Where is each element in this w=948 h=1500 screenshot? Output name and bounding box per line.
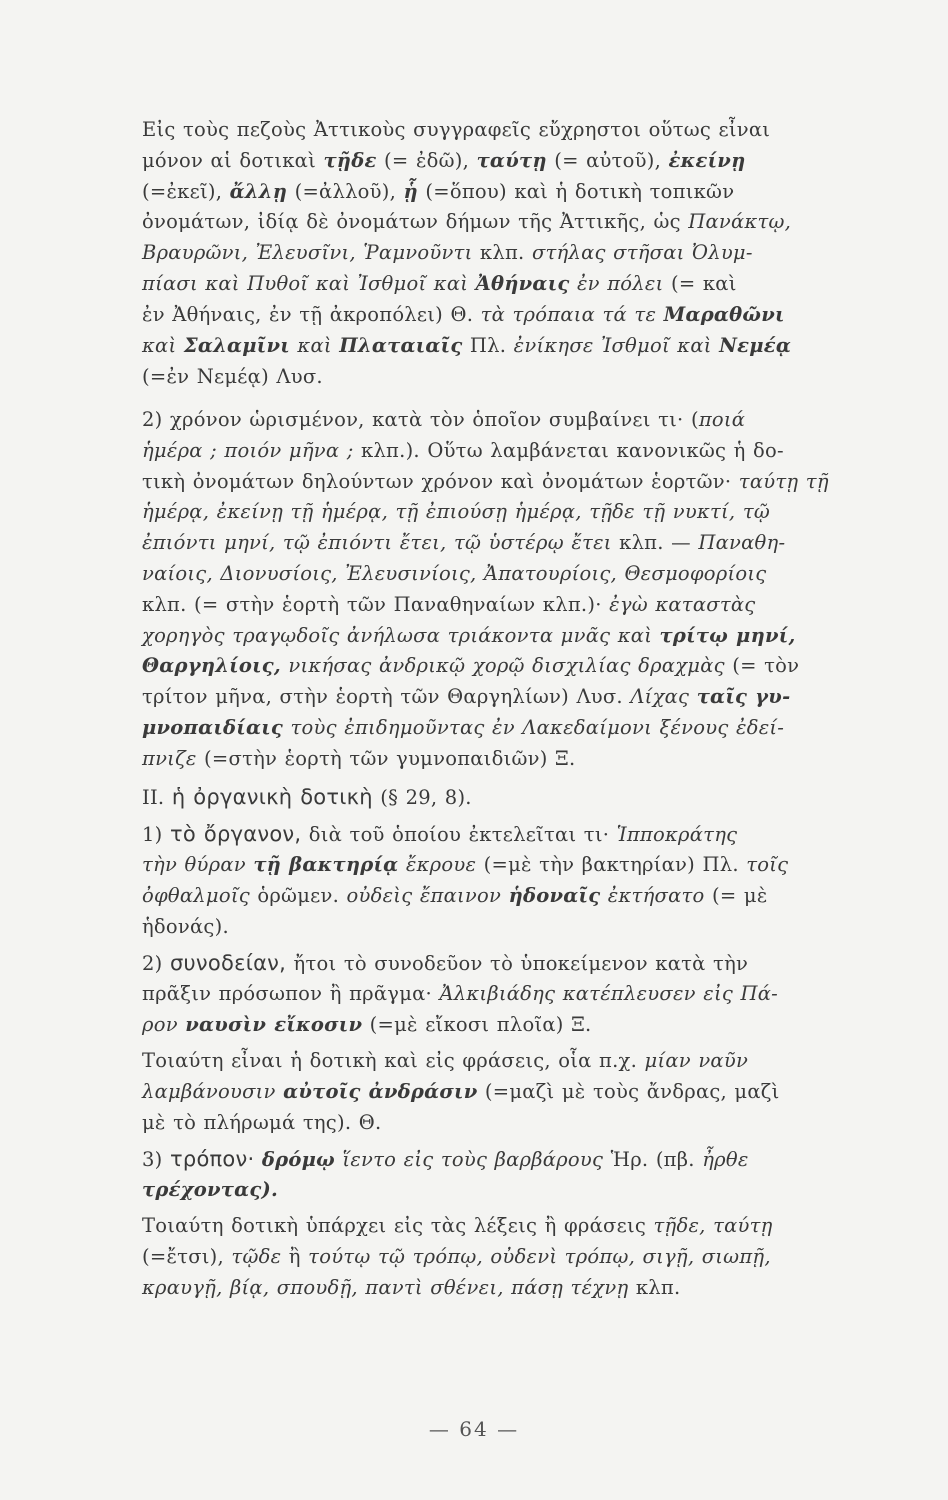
text-run: ἤτοι τὸ συνοδεῦον τὸ ὑποκείμενον κατὰ τὴν bbox=[286, 952, 749, 975]
text-line bbox=[142, 564, 766, 584]
text-run: μίαν ναῦν bbox=[644, 1049, 749, 1072]
text-run: τοὺς ἐπιδημοῦντας ἐν Λακεδαίμονι ξένους ἐδεί- bbox=[283, 716, 785, 739]
text-run: τοῖς bbox=[746, 853, 789, 876]
text-run: αὐτοῖς ἀνδράσιν bbox=[283, 1080, 478, 1103]
text-run: τούτῳ τῷ τρόπῳ, οὐδενὶ τρόπῳ, σιγῇ, σιωπῇ, bbox=[308, 1245, 771, 1268]
text-run: (= αὐτοῦ), bbox=[546, 148, 669, 172]
text-run: (=ἀλλοῦ), bbox=[287, 179, 404, 203]
text-run: (=ἐν Νεμέᾳ) Λυσ. bbox=[142, 364, 323, 388]
text-line bbox=[142, 212, 791, 232]
text-line bbox=[142, 179, 735, 203]
text-run: (=μὲ εἴκοσι πλοῖα) Ξ. bbox=[362, 1013, 592, 1036]
text-line bbox=[142, 1278, 680, 1298]
text-run: χορηγὸς τραγῳδοῖς ἀνήλωσα τριάκοντα μνᾶς καὶ bbox=[142, 623, 660, 647]
text-run: ᾗ bbox=[403, 179, 418, 203]
text-run: (=στὴν ἑορτὴ τῶν γυμνοπαιδιῶν) Ξ. bbox=[196, 746, 576, 770]
text-line bbox=[142, 1015, 591, 1035]
text-line bbox=[142, 333, 792, 357]
text-line bbox=[142, 917, 229, 937]
text-run: Βραυρῶνι, Ἐλευσῖνι, Ῥαμνοῦντι bbox=[142, 241, 473, 265]
text-line bbox=[142, 623, 796, 647]
text-run: τρίτῳ μηνί, bbox=[659, 623, 796, 647]
text-run: ναίοις, Διονυσίοις, Ἐλευσινίοις, Ἀπατουρίοις, Θεσμοφορίοις bbox=[142, 562, 767, 585]
text-run: κλπ. (= στὴν ἑορτὴ τῶν Παναθηναίων κλπ.)· bbox=[142, 592, 610, 616]
text-run: ἐκείνῃ bbox=[668, 148, 746, 172]
text-run: τικὴ ὀνομάτων δηλούντων χρόνον καὶ ὀνομάτων ἑορτῶν· bbox=[142, 469, 739, 493]
text-run: μνοπαιδίαις bbox=[142, 716, 284, 739]
text-run: μόνον αἱ δοτικαὶ bbox=[142, 148, 324, 172]
text-run: τῷδε bbox=[231, 1245, 282, 1268]
text-line bbox=[142, 410, 745, 430]
text-line bbox=[142, 243, 753, 263]
text-run: ἡμέρα ; ποιόν μῆνα ; bbox=[142, 438, 354, 462]
text-run: Πανάκτῳ, bbox=[688, 210, 792, 234]
text-run: συνοδείαν, bbox=[169, 951, 287, 975]
text-run: ἐν πόλει bbox=[569, 272, 664, 295]
text-run: ὀνομάτων, ἰδίᾳ δὲ ὀνομάτων δήμων τῆς Ἀττικῆς, ὡς bbox=[142, 210, 689, 234]
text-run: Τοιαύτη εἶναι ἡ δοτικὴ καὶ εἰς φράσεις, οἷα π.χ. bbox=[142, 1049, 645, 1072]
text-run: δρόμῳ bbox=[261, 1148, 335, 1171]
text-run: κραυγῇ, βίᾳ, σπουδῇ, παντὶ σθένει, πάσῃ τέχνῃ bbox=[142, 1276, 629, 1299]
text-line bbox=[142, 148, 746, 172]
text-run: κλπ.). Οὕτω λαμβάνεται κανονικῶς ἡ δο- bbox=[353, 438, 784, 462]
text-line bbox=[142, 1149, 749, 1170]
text-run: κλπ. bbox=[472, 241, 532, 265]
text-run: 3) bbox=[142, 1148, 170, 1171]
text-line bbox=[142, 274, 737, 294]
text-run: Ἀθήναις bbox=[475, 272, 570, 295]
text-line bbox=[142, 1247, 771, 1267]
text-run: νικήσας ἀνδρικῷ χορῷ δισχιλίας δραχμὰς bbox=[280, 654, 725, 678]
text-run: Πλαταιαῖς bbox=[339, 333, 463, 357]
text-run: τῇδε bbox=[323, 148, 377, 172]
text-line bbox=[142, 953, 748, 974]
text-run: στήλας στῆσαι Ὀλυμ- bbox=[531, 241, 753, 265]
text-run: πίασι καὶ Πυθοῖ καὶ Ἰσθμοῖ καὶ bbox=[142, 272, 476, 295]
text-line bbox=[142, 469, 829, 493]
text-run: τρέχοντας). bbox=[142, 1178, 279, 1201]
text-line bbox=[142, 438, 784, 462]
text-run: II. bbox=[142, 786, 172, 809]
text-line bbox=[142, 533, 785, 553]
text-run: (=μὲ τὴν βακτηρίαν) Πλ. bbox=[476, 853, 747, 876]
text-run: ἐνίκησε Ἰσθμοῖ καὶ bbox=[513, 333, 720, 357]
text-line bbox=[142, 502, 770, 522]
text-run: πρᾶξιν πρόσωπον ἢ πρᾶγμα· bbox=[142, 982, 440, 1005]
text-line bbox=[142, 886, 768, 906]
text-run: ἡδονάς). bbox=[142, 915, 229, 938]
text-run: Ἀλκιβιάδης κατέπλευσεν εἰς Πά- bbox=[439, 982, 778, 1005]
text-run: λαμβάνουσιν bbox=[142, 1080, 284, 1103]
text-run: (= καὶ bbox=[663, 272, 737, 295]
text-run: ἵεντο εἰς τοὺς βαρβάρους bbox=[334, 1148, 604, 1171]
text-line bbox=[142, 855, 788, 875]
text-run: ἡδοναῖς bbox=[508, 884, 601, 907]
text-run: Εἰς τοὺς πεζοὺς Ἀττικοὺς συγγραφεῖς εὔχρηστοι οὕτως εἶναι bbox=[142, 118, 771, 141]
text-run: τρίτον μῆνα, στὴν ἑορτὴ τῶν Θαργηλίων) Λυσ. bbox=[142, 685, 631, 709]
text-run: Σαλαμῖνι bbox=[183, 333, 290, 357]
text-run: ἔκρουε bbox=[398, 853, 477, 876]
text-run: (=ἐκεῖ), bbox=[142, 179, 230, 203]
text-line bbox=[142, 1113, 381, 1133]
text-line bbox=[142, 787, 472, 808]
text-run: (= ἐδῶ), bbox=[376, 148, 477, 172]
text-run: Πλ. bbox=[462, 333, 514, 357]
text-run: (=ἔτσι), bbox=[142, 1245, 232, 1268]
text-run: (=μαζὶ μὲ τοὺς ἄνδρας, μαζὶ bbox=[477, 1080, 780, 1103]
text-line bbox=[142, 1180, 278, 1200]
text-run: ἡ ὀργανικὴ δοτικὴ bbox=[171, 785, 373, 809]
text-run: τὸ ὄργανον, bbox=[169, 822, 302, 846]
text-run: Θαργηλίοις, bbox=[142, 654, 281, 678]
text-run: (=ὅπου) καὶ ἡ δοτικὴ τοπικῶν bbox=[417, 179, 735, 203]
text-run: ἦρθε bbox=[702, 1148, 749, 1171]
text-run: ταύτῃ bbox=[476, 148, 547, 172]
text-line bbox=[142, 746, 576, 770]
text-run: ναυσὶν εἴκοσιν bbox=[185, 1013, 363, 1036]
text-run: ἢ bbox=[281, 1245, 309, 1268]
text-run: Παναθη- bbox=[698, 531, 786, 555]
text-run: ὁρῶμεν. bbox=[249, 884, 347, 907]
text-run: ρον bbox=[142, 1013, 186, 1036]
text-line bbox=[142, 1216, 773, 1236]
text-run: ἐκτήσατο bbox=[600, 884, 705, 907]
text-run: 2) χρόνον ὡρισμένον, κατὰ τὸν ὁποῖον συμβαίνει τι· ( bbox=[142, 408, 699, 431]
text-run: ἐγὼ καταστὰς bbox=[609, 592, 756, 616]
text-line bbox=[142, 305, 785, 325]
text-line bbox=[142, 824, 737, 845]
text-line bbox=[142, 687, 790, 707]
text-line bbox=[142, 1082, 780, 1102]
text-run: καὶ bbox=[289, 333, 340, 357]
text-run: κλπ. bbox=[628, 1276, 681, 1299]
text-run: 1) bbox=[142, 823, 170, 846]
text-line bbox=[142, 592, 756, 616]
text-run: διὰ τοῦ ὁποίου ἐκτελεῖται τι· bbox=[301, 823, 617, 846]
text-run: ταῖς γυ- bbox=[696, 685, 791, 709]
text-run: οὐδεὶς ἔπαινον bbox=[346, 884, 509, 907]
text-line bbox=[142, 364, 323, 388]
text-run: καὶ bbox=[142, 333, 184, 357]
text-run: τὰ τρόπαια τά τε bbox=[480, 303, 664, 326]
text-run: τὴν θύραν bbox=[142, 853, 254, 876]
text-run: ὀφθαλμοῖς bbox=[142, 884, 250, 907]
text-run: ποιά bbox=[698, 408, 746, 431]
text-line bbox=[142, 1051, 748, 1071]
text-run: (= μὲ bbox=[704, 884, 768, 907]
text-line bbox=[142, 120, 770, 140]
text-run: Τοιαύτη δοτικὴ ὑπάρχει εἰς τὰς λέξεις ἢ φράσεις bbox=[142, 1214, 654, 1237]
text-run: ἐπιόντι μηνί, τῷ ἐπιόντι ἔτει, τῷ ὑστέρῳ ἔτει bbox=[142, 531, 612, 555]
text-run: ἡμέρᾳ, ἐκείνῃ τῇ ἡμέρᾳ, τῇ ἐπιούσῃ ἡμέρᾳ, τῇδε τῇ νυκτί, τῷ bbox=[142, 500, 771, 524]
text-run: κλπ. — bbox=[611, 531, 699, 555]
page-number: — 64 — bbox=[428, 1417, 520, 1441]
text-run: τρόπον· bbox=[169, 1147, 255, 1171]
text-run: ἐν Ἀθήναις, ἐν τῇ ἀκροπόλει) Θ. bbox=[142, 303, 481, 326]
text-run: τῇ βακτηρίᾳ bbox=[253, 853, 399, 876]
text-run: Λίχας bbox=[630, 685, 697, 709]
text-run: (§ 29, 8). bbox=[372, 786, 472, 809]
text-line bbox=[142, 984, 778, 1004]
text-run: (= τὸν bbox=[724, 654, 800, 678]
text-run: Ἡρ. (πβ. bbox=[603, 1148, 703, 1171]
text-run: ταύτῃ τῇ bbox=[738, 469, 829, 493]
text-run: τῇδε, ταύτῃ bbox=[653, 1214, 773, 1237]
text-run: Νεμέᾳ bbox=[719, 333, 792, 357]
text-run: Μαραθῶνι bbox=[663, 303, 785, 326]
text-run: 2) bbox=[142, 952, 170, 975]
text-run: πνιζε bbox=[142, 746, 197, 770]
text-line bbox=[142, 718, 784, 738]
text-run: ἄλλῃ bbox=[229, 179, 288, 203]
text-line bbox=[142, 656, 799, 676]
text-run bbox=[254, 1148, 261, 1171]
text-run: Ἱπποκράτης bbox=[616, 823, 738, 846]
text-run: μὲ τὸ πλήρωμά της). Θ. bbox=[142, 1111, 382, 1134]
